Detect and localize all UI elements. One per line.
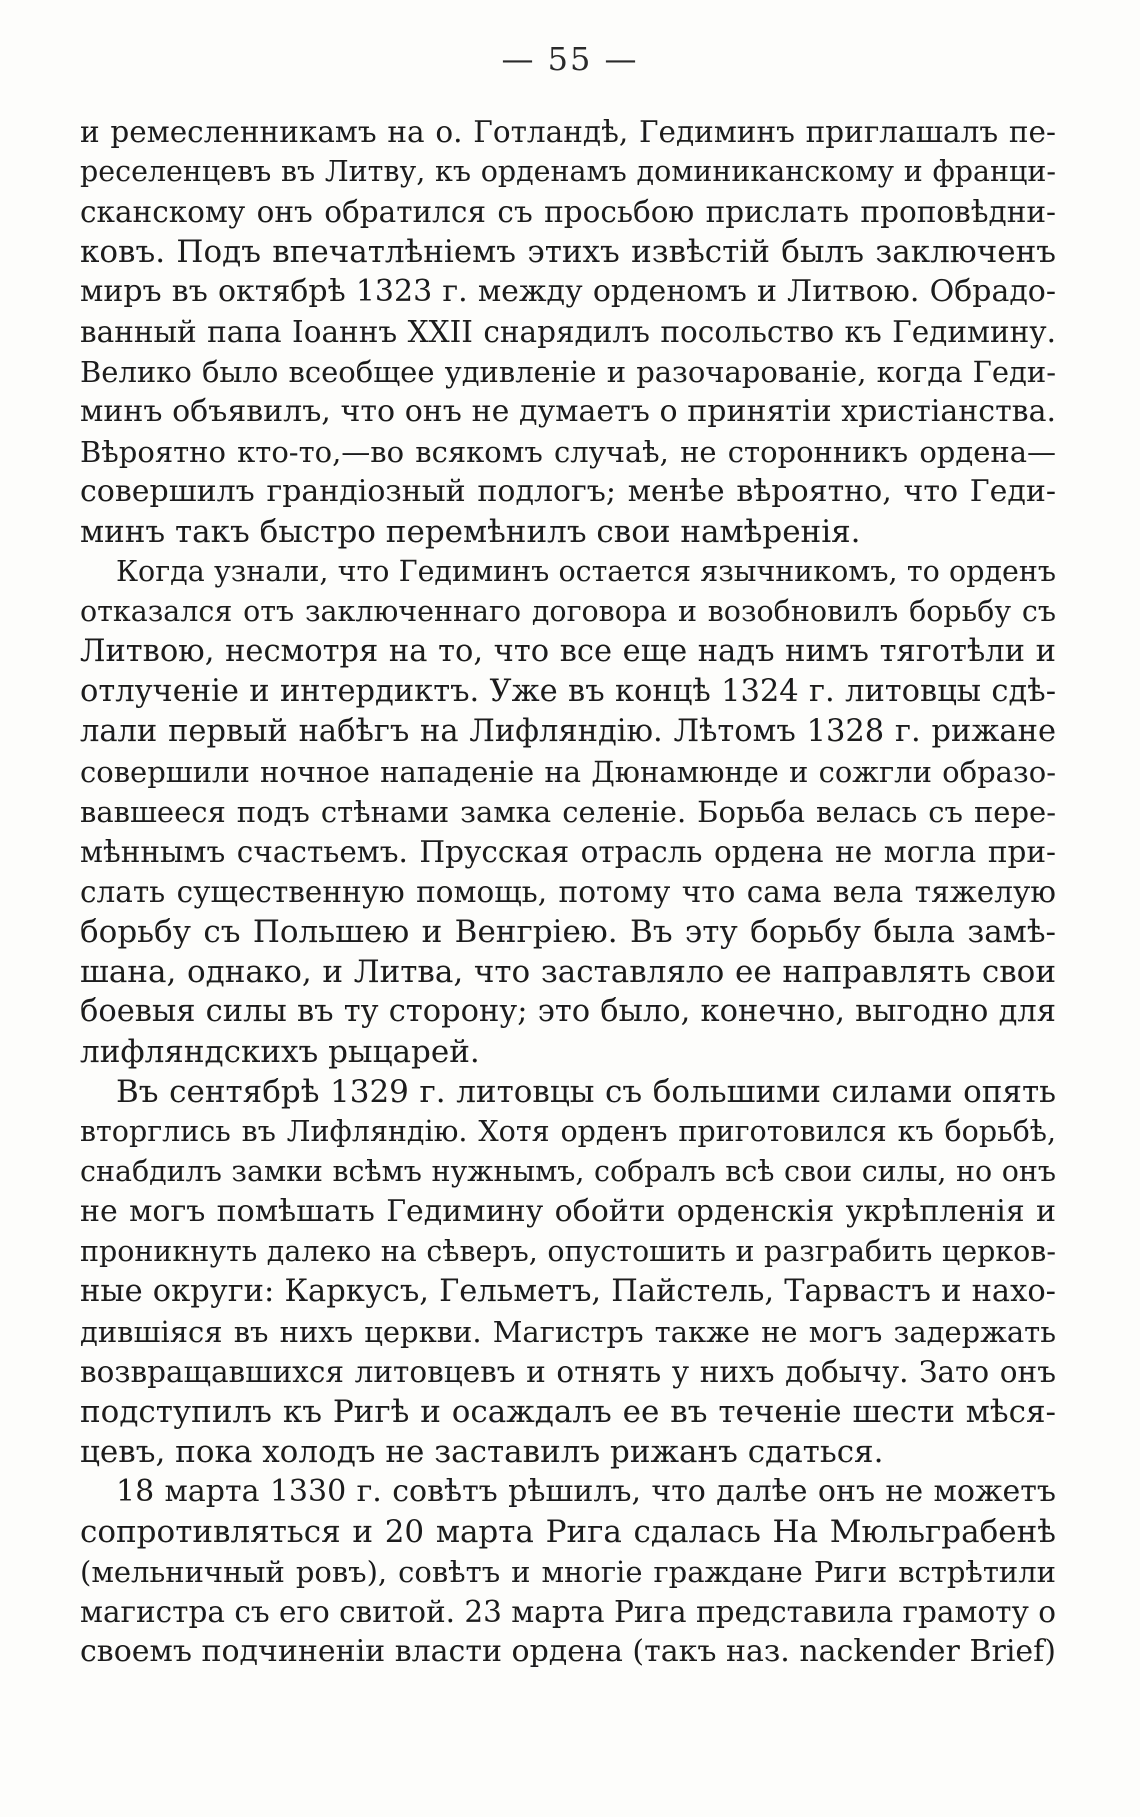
text-line: магистра съ его свитой. 23 марта Рига представила грамоту о — [80, 1595, 1056, 1629]
text-line: реселенцевъ въ Литву, къ орденамъ доминиканскому и франци- — [80, 155, 1056, 188]
text-line: совершили ночное нападеніе на Дюнамюнде и сожгли образо- — [80, 755, 1056, 789]
text-line: совершилъ грандіозный подлогъ; менѣе вѣроятно, что Геди- — [80, 474, 1056, 509]
text-line: лифляндскихъ рыцарей. — [80, 1034, 480, 1070]
text-line: возвращавшихся литовцевъ и отнять у нихъ добычу. Зато онъ — [80, 1355, 1056, 1389]
text-line: миръ въ октябрѣ 1323 г. между орденомъ и Литвою. Обрадо- — [80, 274, 1056, 309]
text-line: минъ объявилъ, что онъ не думаетъ о принятіи христіанства. — [80, 394, 1056, 429]
text-line: мѣннымъ счастьемъ. Прусская отрасль ордена не могла при- — [80, 835, 1056, 869]
text-line: проникнуть далеко на сѣверъ, опустошить и разграбить церков- — [80, 1235, 1056, 1268]
text-line: цевъ, пока холодъ не заставилъ рижанъ сдаться. — [80, 1434, 884, 1470]
text-line: слать существенную помощь, потому что сама вела тяжелую — [80, 875, 1056, 909]
paragraph-2 — [80, 552, 1056, 1072]
text-line: Велико было всеобщее удивленіе и разочарованіе, когда Геди- — [80, 355, 1056, 389]
text-line: своемъ подчиненіи власти ордена (такъ наз. nackender Brief) — [80, 1634, 1056, 1669]
text-line: лали первый набѣгъ на Лифляндію. Лѣтомъ 1328 г. рижане — [80, 714, 1056, 749]
paragraph-3 — [80, 1072, 1056, 1472]
text-line: подступилъ къ Ригѣ и осаждалъ ее въ теченіе шести мѣся- — [80, 1394, 1056, 1430]
text-line: ковъ. Подъ впечатлѣніемъ этихъ извѣстій былъ заключенъ — [80, 234, 1056, 270]
text-line: 18 марта 1330 г. совѣтъ рѣшилъ, что далѣе онъ не можетъ — [116, 1474, 1056, 1509]
text-line: Вѣроятно кто-то,—во всякомъ случаѣ, не сторонникъ ордена— — [80, 435, 1056, 469]
text-line: вавшееся подъ стѣнами замка селеніе. Борьба велась съ пере- — [80, 795, 1056, 829]
text-line: отлученіе и интердиктъ. Уже въ концѣ 1324 г. литовцы сдѣ- — [80, 674, 1056, 709]
text-line: Литвою, несмотря на то, что все еще надъ нимъ тяготѣли и — [80, 634, 1056, 669]
paragraph-1 — [80, 112, 1056, 552]
text-line: минъ такъ быстро перемѣнилъ свои намѣренія. — [80, 514, 861, 550]
paragraph-4 — [80, 1472, 1056, 1672]
text-line: борьбу съ Польшею и Венгріею. Въ эту борьбу была замѣ- — [80, 914, 1056, 950]
text-line: Когда узнали, что Гедиминъ остается язычникомъ, то орденъ — [116, 555, 1056, 588]
text-line: не могъ помѣшать Гедимину обойти орденскія укрѣпленія и — [80, 1194, 1056, 1229]
text-line: (мельничный ровъ), совѣтъ и многіе граждане Риги встрѣтили — [80, 1555, 1056, 1589]
text-line: дившіяся въ нихъ церкви. Магистръ также не могъ задержать — [80, 1315, 1056, 1349]
body-text — [80, 112, 1056, 1672]
text-line: сканскому онъ обратился съ просьбою прислать проповѣдни- — [80, 195, 1056, 229]
text-line: ванный папа Іоаннъ XXII снарядилъ посольство къ Гедимину. — [80, 315, 1056, 349]
text-line: шана, однако, и Литва, что заставляло ее направлять свои — [80, 954, 1056, 990]
text-line: Въ сентябрѣ 1329 г. литовцы съ большими силами опять — [116, 1074, 1056, 1110]
text-line: ные округи: Каркусъ, Гельметъ, Пайстель, Тарвастъ и нахо- — [80, 1274, 1056, 1309]
text-line: отказался отъ заключеннаго договора и возобновилъ борьбу съ — [80, 595, 1056, 628]
text-line: снабдилъ замки всѣмъ нужнымъ, собралъ всѣ свои силы, но онъ — [80, 1155, 1056, 1188]
text-line: вторглись въ Лифляндію. Хотя орденъ приготовился къ борьбѣ, — [80, 1115, 1056, 1148]
text-line: и ремесленникамъ на о. Готландѣ, Гедиминъ приглашалъ пе- — [80, 115, 1056, 149]
text-line: сопротивляться и 20 марта Рига сдалась На Мюльграбенѣ — [80, 1514, 1056, 1550]
text-line: боевыя силы въ ту сторону; это было, конечно, выгодно для — [80, 994, 1056, 1029]
page-number: — 55 — — [501, 40, 639, 78]
